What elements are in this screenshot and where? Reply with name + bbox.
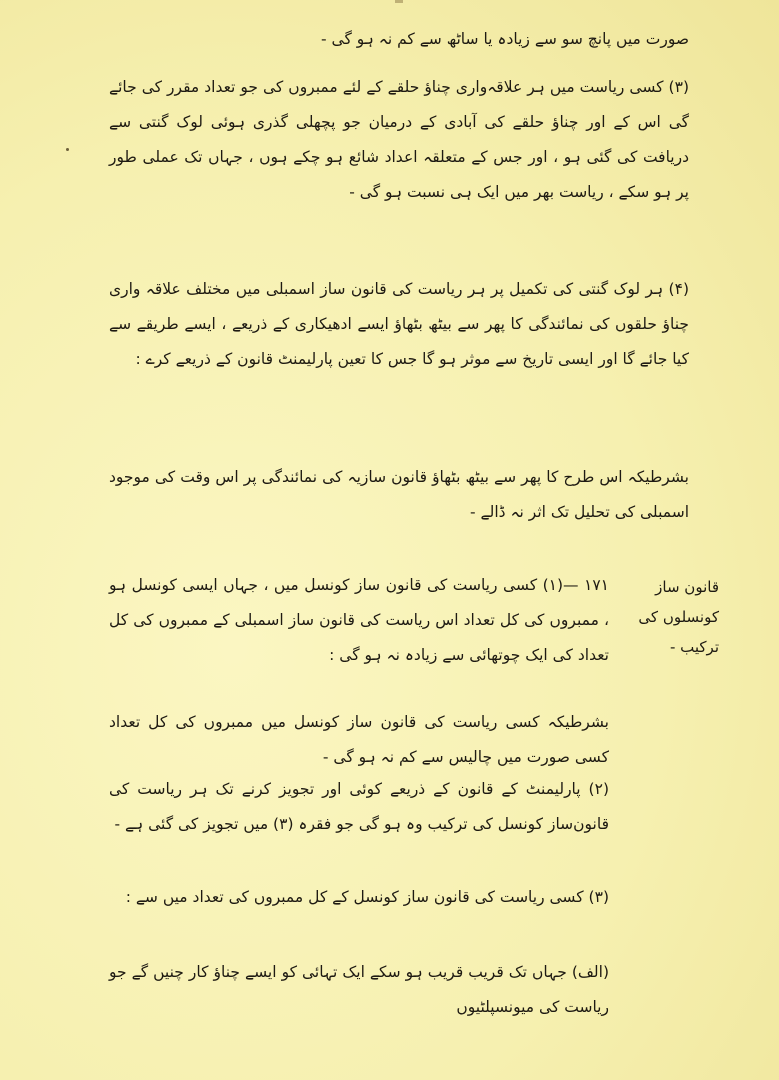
paragraph-proviso-1: بشرطیکہ اس طرح کا پھر سے بیٹھ بٹھاؤ قانون سازیہ کی نمائندگی پر اس وقت کی موجود اسمبلی کی تحلیل تک اثر نہ ڈالے - — [109, 468, 689, 521]
paragraph-continuation: صورت میں پانچ سو سے زیادہ یا ساٹھ سے کم نہ ہو گی - — [321, 30, 689, 48]
paragraph-clause-4: (۴) ہر لوک گنتی کی تکمیل پر ہر ریاست کی قانون ساز اسمبلی میں مختلف علاقہ واری چناؤ حلقوں کی نمائندگی کا پھر سے بیٹھ بٹھاؤ ایسے ادھیکاری کے ذریعے ، ایسے طریقے سے کیا جائے گا اور ایسی تاریخ سے موثر ہو گا جس کا تعین پارلیمنٹ قانون کے ذریعے کرے : — [109, 280, 689, 368]
margin-heading: قانون ساز کونسلوں کی ترکیب - — [638, 578, 719, 656]
scan-artifact — [395, 0, 403, 3]
paragraph-article-171-2: (۲) پارلیمنٹ کے قانون کے ذریعے کوئی اور تجویز کرنے تک ہر ریاست کی قانون‌ساز کونسل کی ترکیب وہ ہو گی جو فقرہ (۳) میں تجویز کی گئی ہے - — [109, 780, 609, 833]
paragraph-proviso-2: بشرطیکہ کسی ریاست کی قانون ساز کونسل میں ممبروں کی کل تعداد کسی صورت میں چالیس سے کم نہ ہو گی - — [109, 713, 609, 766]
paragraph-clause-3: (۳) کسی ریاست میں ہر علاقہ‌واری چناؤ حلقے کے لئے ممبروں کی جو تعداد مقرر کی جائے گی اس کے اور چناؤ حلقے کی آبادی کے درمیان جو پچھلی گذری ہوئی لوک گنتی سے دریافت کی گئی ہو ، اور جس کے متعلقہ اعداد شائع ہو چکے ہوں ، جہاں تک عملی طور پر ہو سکے ، ریاست بھر میں ایک ہی نسبت ہو گی - — [109, 78, 689, 201]
paragraph-article-171-3-alif: (الف) جہاں تک قریب قریب ہو سکے ایک تہائی کو ایسے چناؤ کار چنیں گے جو ریاست کی میونسپلٹیوں — [109, 963, 609, 1016]
paragraph-article-171-3: (۳) کسی ریاست کی قانون ساز کونسل کے کل ممبروں کی تعداد میں سے : — [125, 888, 609, 906]
paragraph-article-171-1: ۱۷۱ —(۱) کسی ریاست کی قانون ساز کونسل میں ، جہاں ایسی کونسل ہو ، ممبروں کی کل تعداد اس ریاست کی قانون ساز اسمبلی کے ممبروں کی کل تعداد کی ایک چوتھائی سے زیادہ نہ ہو گی : — [109, 576, 609, 664]
scan-speck — [66, 148, 69, 151]
